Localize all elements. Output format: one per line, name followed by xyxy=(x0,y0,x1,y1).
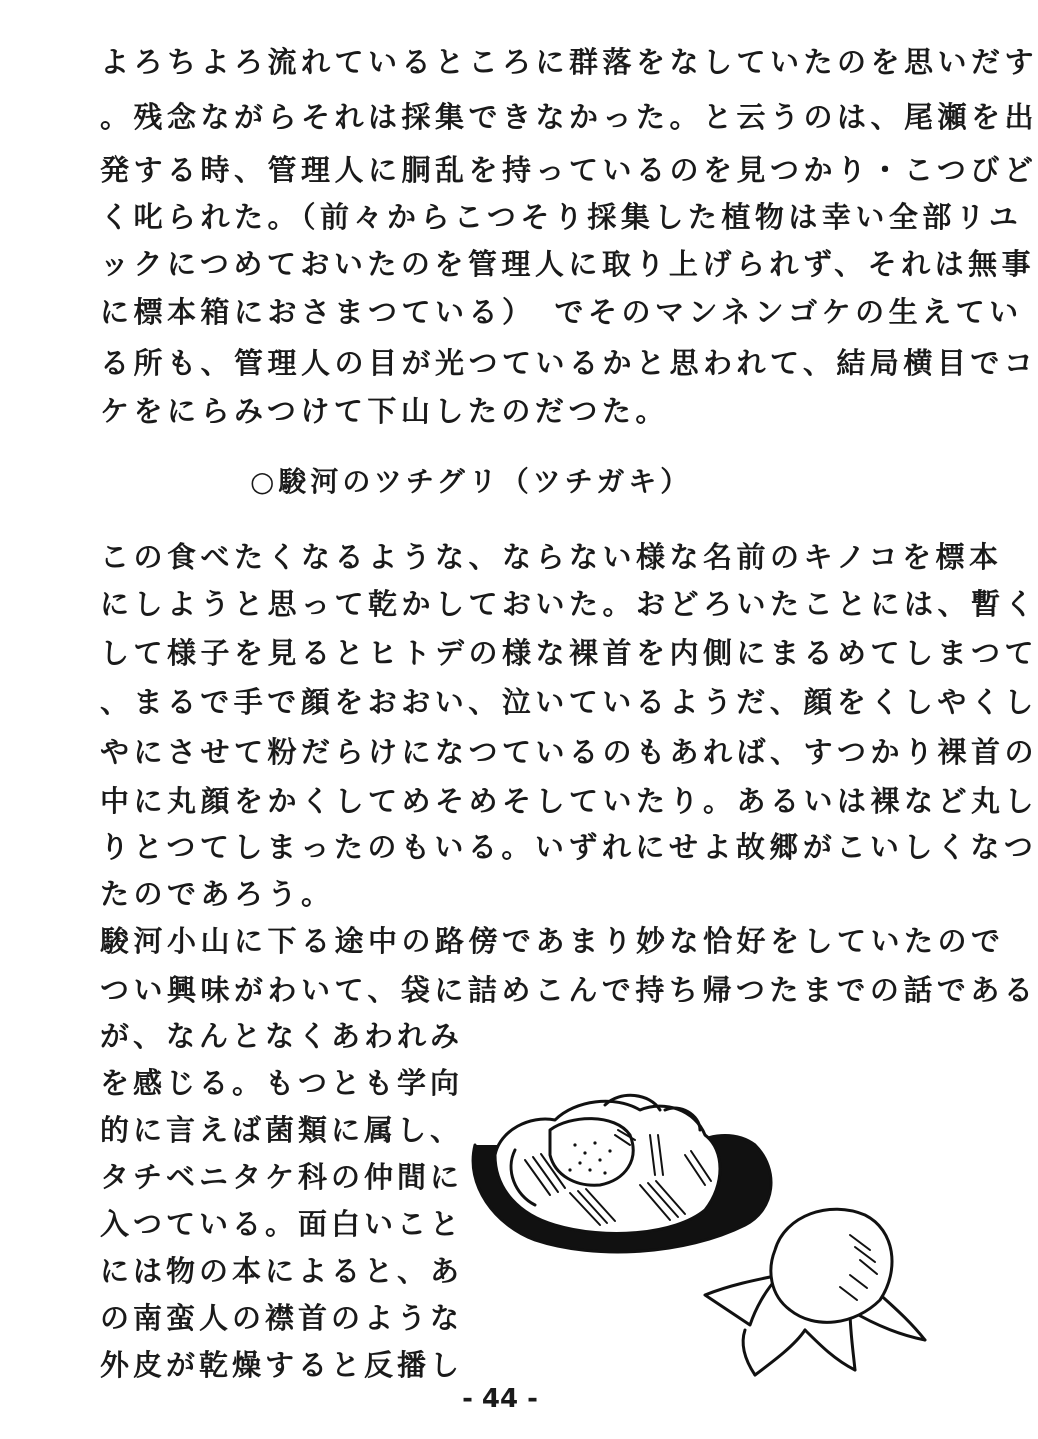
text-line: 、まるで手で顔をおおい、泣いているようだ、顔をくしやくし xyxy=(100,685,1038,719)
text-line: が、なんとなくあわれみ xyxy=(100,1019,464,1053)
text-line: りとつてしまったのもいる。いずれにせよ故郷がこいしくなつ xyxy=(100,830,1038,864)
text-line: たのであろう。 xyxy=(100,877,335,911)
text-line: タチベニタケ科の仲間に xyxy=(100,1160,464,1194)
text-line: つい興味がわいて、袋に詰めこんで持ち帰つたまでの話である xyxy=(100,973,1038,1007)
text-line: 入つている。面白いこと xyxy=(100,1207,464,1241)
text-line: 発する時、管理人に胴乱を持っているのを見つかり・こつびど xyxy=(100,153,1038,187)
text-line: に標本箱におさまつている） でそのマンネンゴケの生えてい xyxy=(100,295,1023,329)
text-line: る所も、管理人の目が光つているかと思われて、結局横目でコ xyxy=(100,346,1038,380)
text-line: やにさせて粉だらけになつているのもあれば、すつかり裸首の xyxy=(100,735,1038,769)
text-line: ックにつめておいたのを管理人に取り上げられず、それは無事 xyxy=(100,247,1036,281)
page-number: - 44 - xyxy=(462,1384,538,1414)
text-line: には物の本によると、あ xyxy=(100,1254,464,1288)
text-line: く叱られた。（前々からこつそり採集した植物は幸い全部リユ xyxy=(100,200,1023,234)
text-line: よろちよろ流れているところに群落をなしていたのを思いだす xyxy=(100,45,1038,79)
text-line: して様子を見るとヒトデの様な裸首を内側にまるめてしまつて xyxy=(100,636,1038,670)
text-line: 外皮が乾燥すると反播し xyxy=(100,1348,464,1382)
text-line: この食べたくなるような、ならない様な名前のキノコを標本 xyxy=(100,540,1003,574)
text-line: の南蛮人の襟首のような xyxy=(100,1301,464,1335)
text-line: 中に丸顔をかくしてめそめそしていたり。あるいは裸など丸し xyxy=(100,784,1038,818)
text-line: 。残念ながらそれは採集できなかった。と云うのは、尾瀬を出 xyxy=(100,100,1038,134)
earthstar-mushroom-illustration xyxy=(455,1075,935,1375)
text-line: 駿河小山に下る途中の路傍であまり妙な恰好をしていたので xyxy=(100,924,1005,958)
text-line: にしようと思って乾かしておいた。おどろいたことには、暫く xyxy=(100,587,1038,621)
text-line: 的に言えば菌類に属し、 xyxy=(100,1113,464,1147)
text-line: を感じる。もつとも学向 xyxy=(100,1066,464,1100)
text-line: ケをにらみつけて下山したのだつた。 xyxy=(100,394,669,428)
section-heading: ○駿河のツチグリ（ツチガキ） xyxy=(250,465,693,498)
